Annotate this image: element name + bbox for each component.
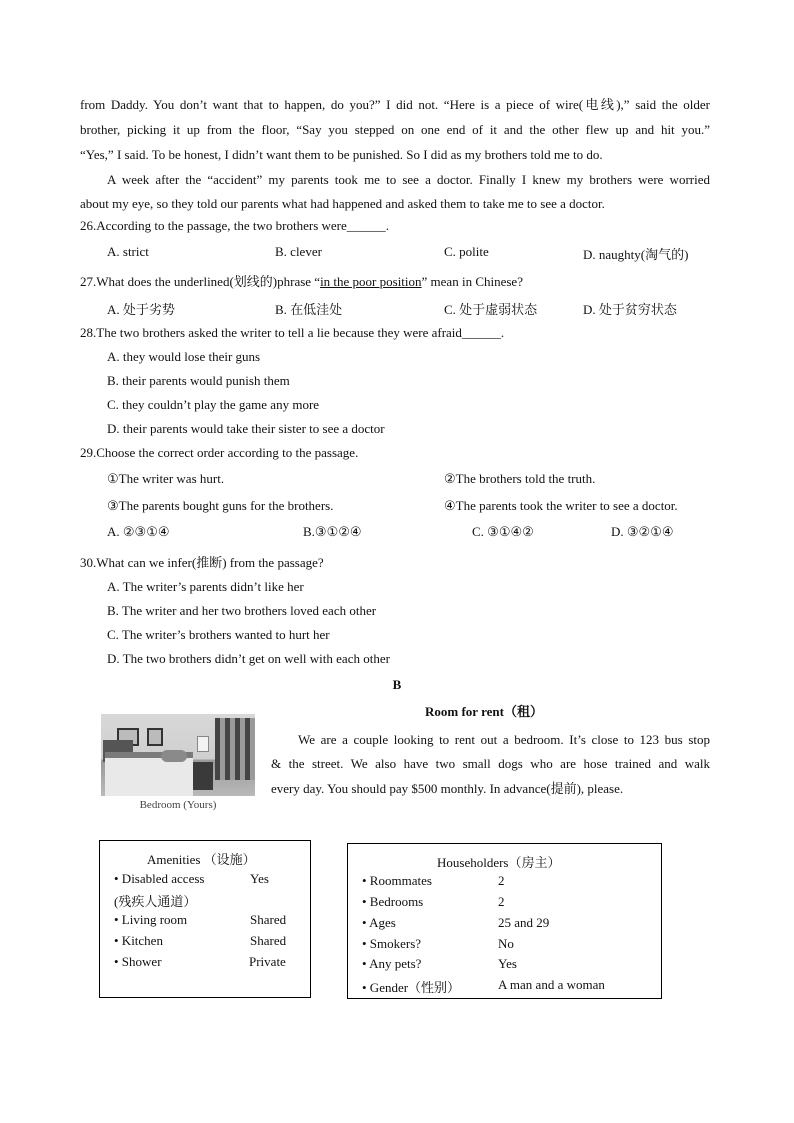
- q29-option-b: B.③①②④: [303, 524, 362, 539]
- householder-value: A man and a woman: [498, 977, 605, 992]
- q28-option-d: D. their parents would take their sister to see a doctor: [107, 421, 385, 436]
- q26-option-b: B. clever: [275, 244, 322, 259]
- q26-option-c: C. polite: [444, 244, 489, 259]
- q27-stem-post: ” mean in Chinese?: [421, 274, 523, 289]
- amenity-name: • Living room: [114, 912, 188, 927]
- question-27-stem: [80, 271, 523, 290]
- amenity-value: Yes: [250, 871, 269, 886]
- householder-value: Yes: [498, 956, 517, 971]
- q27-option-c: C. 处于虚弱状态: [444, 302, 538, 317]
- photo-caption: Bedroom (Yours): [139, 799, 217, 811]
- householder-name: • Roommates: [362, 873, 432, 888]
- q27-option-d: D. 处于贫穷状态: [583, 302, 677, 317]
- q27-stem-pre: 27.What does the underlined(划线的)phrase “: [80, 274, 321, 289]
- q29-event-3: ③The parents bought guns for the brothers.: [107, 498, 334, 513]
- ad-line-3: every day. You should pay $500 monthly. In advance(提前), please.: [271, 781, 624, 796]
- householder-name: • Smokers?: [362, 936, 422, 951]
- amenity-value: Shared: [250, 912, 287, 927]
- passage-line-5: about my eye, so they told our parents what had happened and asked them to take me to see a doctor.: [80, 196, 605, 211]
- amenity-name: (残疾人通道）: [114, 894, 197, 909]
- passage-line-4: A week after the “accident” my parents took me to see a doctor. Finally I knew my brothers were worried: [107, 172, 710, 187]
- q28-option-b: B. their parents would punish them: [107, 373, 290, 388]
- householder-name: • Bedrooms: [362, 894, 424, 909]
- bedroom-photo: [101, 714, 255, 796]
- ad-line-1: We are a couple looking to rent out a bedroom. It’s close to 123 bus stop: [298, 732, 710, 747]
- amenities-header: Amenities （设施）: [147, 852, 256, 867]
- householders-header: Householders（房主）: [437, 855, 561, 870]
- q29-option-d: D. ③②①④: [611, 524, 674, 539]
- question-29-stem: 29.Choose the correct order according to the passage.: [80, 445, 359, 460]
- amenity-name: • Disabled access: [114, 871, 205, 886]
- amenity-value: Private: [249, 954, 286, 969]
- amenity-name: • Shower: [114, 954, 162, 969]
- q26-option-a: A. strict: [107, 244, 149, 259]
- q28-option-c: C. they couldn’t play the game any more: [107, 397, 320, 412]
- q27-option-a: A. 处于劣势: [107, 302, 175, 317]
- householders-table: [347, 843, 662, 999]
- passage-line-3: “Yes,” I said. To be honest, I didn’t want them to be punished. So I did as my brothers told me to do.: [80, 147, 603, 162]
- question-30-stem: 30.What can we infer(推断) from the passage?: [80, 555, 324, 570]
- amenity-name: • Kitchen: [114, 933, 163, 948]
- q29-event-2: ②The brothers told the truth.: [444, 471, 596, 486]
- householder-value: 2: [498, 894, 505, 909]
- amenities-table: [99, 840, 311, 998]
- householder-name: • Ages: [362, 915, 396, 930]
- householder-value: No: [498, 936, 514, 951]
- question-28-stem: 28.The two brothers asked the writer to tell a lie because they were afraid______.: [80, 325, 505, 340]
- section-b-label: B: [392, 677, 402, 692]
- q30-option-d: D. The two brothers didn’t get on well with each other: [107, 651, 390, 666]
- householder-value: 25 and 29: [498, 915, 550, 930]
- passage-line-2: brother, picking it up from the floor, “Say you stepped on one end of it and the other flew up and hit you.”: [80, 122, 710, 137]
- q29-option-a: A. ②③①④: [107, 524, 170, 539]
- q30-option-a: A. The writer’s parents didn’t like her: [107, 579, 304, 594]
- q30-option-b: B. The writer and her two brothers loved each other: [107, 603, 377, 618]
- q30-option-c: C. The writer’s brothers wanted to hurt her: [107, 627, 330, 642]
- ad-line-2: & the street. We also have two small dogs who are hose trained and walk: [271, 756, 710, 771]
- q27-underlined-phrase: in the poor position: [320, 274, 422, 289]
- q29-event-4: ④The parents took the writer to see a doctor.: [444, 498, 678, 513]
- householder-name: • Any pets?: [362, 956, 422, 971]
- q27-option-b: B. 在低洼处: [275, 302, 343, 317]
- householder-value: 2: [498, 873, 505, 888]
- question-26-stem: 26.According to the passage, the two brothers were______.: [80, 218, 390, 233]
- q26-option-d: D. naughty(淘气的): [583, 247, 689, 262]
- passage-line-1: from Daddy. You don’t want that to happen, do you?” I did not. “Here is a piece of wire(电线),” said the older: [80, 97, 710, 112]
- q28-option-a: A. they would lose their guns: [107, 349, 261, 364]
- q29-option-c: C. ③①④②: [472, 524, 534, 539]
- ad-title: Room for rent（租）: [425, 704, 543, 719]
- q29-event-1: ①The writer was hurt.: [107, 471, 225, 486]
- amenity-value: Shared: [250, 933, 287, 948]
- householder-name: • Gender（性别）: [362, 980, 461, 995]
